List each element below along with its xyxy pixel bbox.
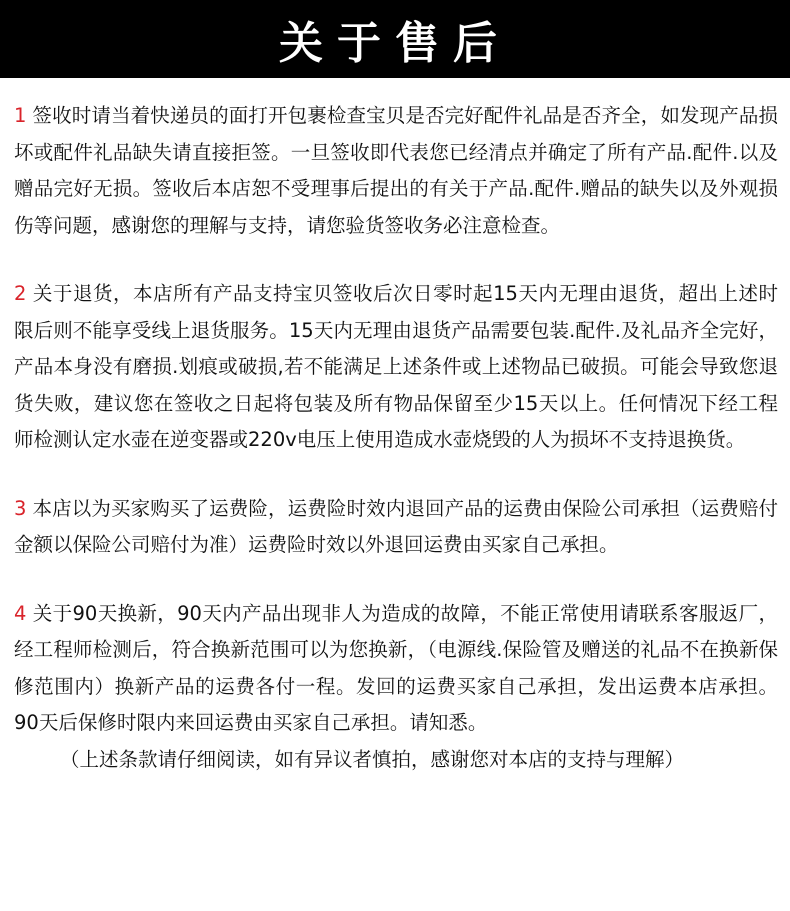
policy-section-2 bbox=[14, 276, 778, 459]
section-number: 4 bbox=[14, 601, 27, 625]
policy-section-3 bbox=[14, 491, 778, 564]
page-title: 关于售后 bbox=[279, 18, 511, 69]
section-number: 3 bbox=[14, 496, 27, 520]
section-text: 关于退货，本店所有产品支持宝贝签收后次日零时起15天内无理由退货，超出上述时限后则不能享受线上退货服务。15天内无理由退货产品需要包装.配件.及礼品齐全完好，产品本身没有磨损.划痕或破损,若不能满足上述条件或上述物品已破损。可能会导致您退货失败，建议您在签收之日起将包装及所有物品保留至少15天以上。任何情况下经工程师检测认定水壶在逆变器或220v电压上使用造成水壶烧毁的人为损坏不支持退换货。 bbox=[14, 282, 778, 451]
footer-note: （上述条款请仔细阅读，如有异议者慎拍，感谢您对本店的支持与理解） bbox=[60, 747, 685, 771]
page-header bbox=[0, 0, 790, 78]
section-number: 2 bbox=[14, 282, 27, 305]
policy-content bbox=[0, 78, 790, 778]
section-number: 1 bbox=[14, 104, 27, 127]
section-text: 关于90天换新，90天内产品出现非人为造成的故障，不能正常使用请联系客服返厂，经工程师检测后，符合换新范围可以为您换新，（电源线.保险管及赠送的礼品不在换新保修范围内）换新产品的运费各付一程。发回的运费买家自己承担，发出运费本店承担。90天后保修时限内来回运费由买家自己承担。请知悉。 bbox=[14, 601, 778, 734]
policy-section-1 bbox=[14, 98, 778, 244]
section-text: 本店以为买家购买了运费险，运费险时效内退回产品的运费由保险公司承担（运费赔付金额以保险公司赔付为准）运费险时效以外退回运费由买家自己承担。 bbox=[14, 496, 778, 556]
section-text: 签收时请当着快递员的面打开包裹检查宝贝是否完好配件礼品是否齐全，如发现产品损坏或配件礼品缺失请直接拒签。一旦签收即代表您已经清点并确定了所有产品.配件.以及赠品完好无损。签收后本店恕不受理事后提出的有关于产品.配件.赠品的缺失以及外观损伤等问题，感谢您的理解与支持，请您验货签收务必注意检查。 bbox=[14, 104, 778, 237]
policy-section-4 bbox=[14, 596, 778, 742]
